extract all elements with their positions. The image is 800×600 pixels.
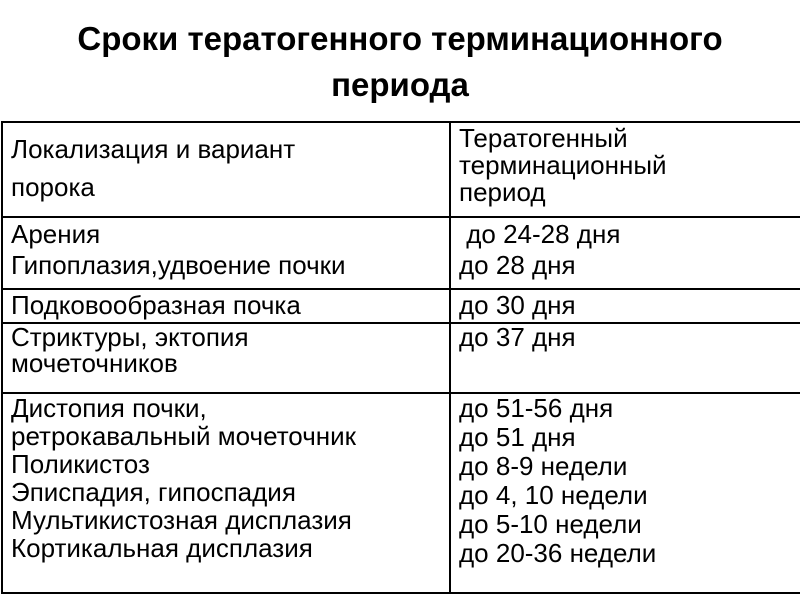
cell-text: Стриктуры, эктопия [11,323,249,352]
cell-text: Мультикистозная дисплазия [11,505,352,535]
cell-text: до 24-28 дня [459,219,621,249]
teratogenic-period-table [1,121,800,594]
title-line-1: Сроки тератогенного терминационного [77,20,723,57]
header-text: Локализация и вариант [11,134,296,164]
header-cell-localization [2,122,450,217]
table-row [2,217,800,289]
cell-text: до 51 дня [459,422,576,452]
table-cell-defect [2,289,450,323]
cell-text: до 37 дня [459,323,576,352]
cell-text: ретрокавальный мочеточник [11,421,356,451]
cell-text: до 28 дня [459,250,576,280]
table-row [2,289,800,323]
title-line-2: периода [331,66,469,103]
cell-text: Поликистоз [11,449,150,479]
header-cell-period [450,122,800,217]
table-cell-period [450,289,800,323]
table-cell-period [450,323,800,393]
cell-text: до 30 дня [459,290,576,320]
header-text: период [459,177,546,207]
cell-text: до 20-36 недели [459,538,657,568]
table-row [2,393,800,593]
table-header-row [2,122,800,217]
header-text: порока [11,172,95,202]
cell-text: мочеточников [11,348,178,378]
cell-text: Гипоплазия,удвоение почки [11,250,346,280]
table-row [2,323,800,393]
table-cell-period [450,217,800,289]
table-cell-defect [2,217,450,289]
cell-text: Арения [11,219,101,249]
cell-text: Подковообразная почка [11,290,301,320]
cell-text: Эписпадия, гипоспадия [11,477,296,507]
table-cell-period [450,393,800,593]
header-text: терминационный [459,150,667,180]
cell-text: до 5-10 недели [459,509,642,539]
cell-text: Кортикальная дисплазия [11,533,313,563]
table-cell-defect [2,393,450,593]
header-text: Тератогенный [459,123,628,153]
cell-text: до 8-9 недели [459,451,628,481]
page-title [0,16,800,108]
table-cell-defect [2,323,450,393]
cell-text: до 51-56 дня [459,393,614,423]
cell-text: до 4, 10 недели [459,480,648,510]
cell-text: Дистопия почки, [11,393,207,423]
